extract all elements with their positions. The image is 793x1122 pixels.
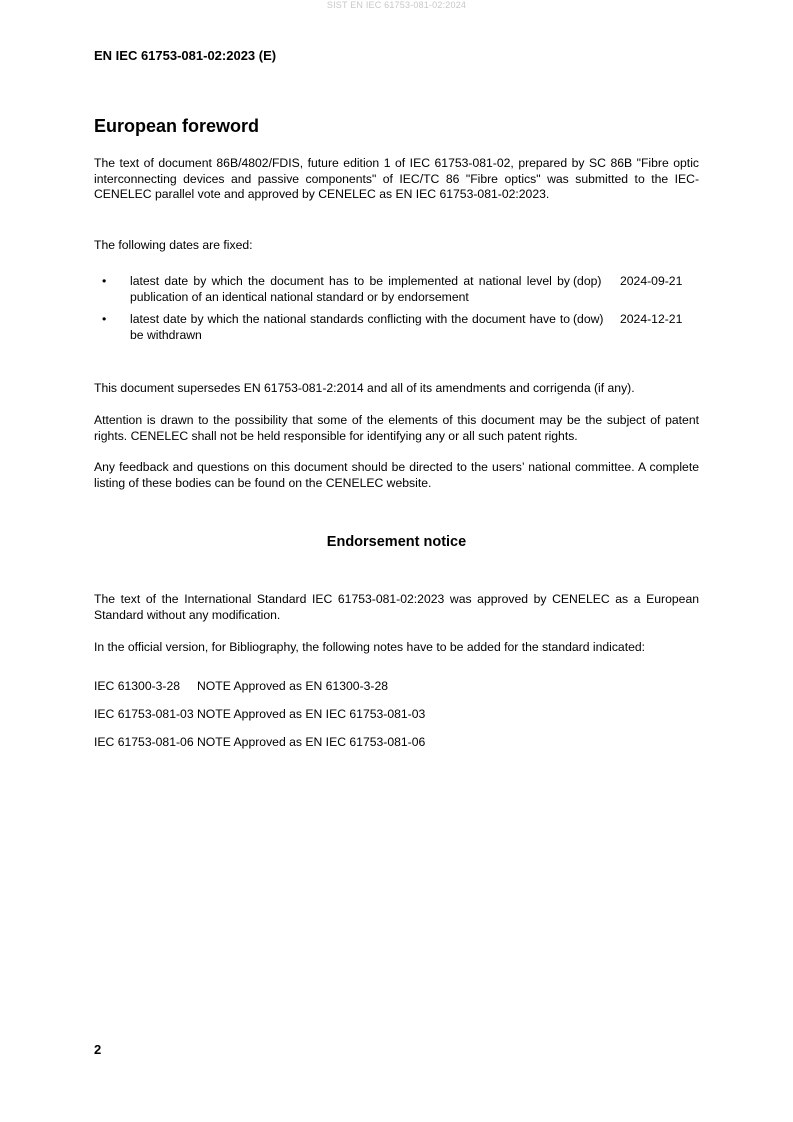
foreword-intro: The text of document 86B/4802/FDIS, future edition 1 of IEC 61753-081-02, prepared by SC 86B "Fibre optic interconnecting devices and passive components" of IEC/TC 86 "Fibre optics" was submitted to the IEC-CENELEC parallel vote and approved by CENELEC as EN IEC 61753-081-02:2023. — [94, 156, 699, 201]
supersedes-paragraph: This document supersedes EN 61753-081-2:2014 and all of its amendments and corrigenda (if any). — [94, 381, 635, 395]
date-item-code: (dop) — [573, 274, 602, 288]
bullet-icon: • — [102, 312, 107, 326]
document-id: EN IEC 61753-081-02:2023 (E) — [94, 48, 277, 63]
bullet-icon: • — [102, 274, 107, 288]
endorsement-title: Endorsement notice — [326, 534, 467, 550]
patent-paragraph: Attention is drawn to the possibility that some of the elements of this document may be the subject of patent rights. CENELEC shall not be held responsible for identifying any or all such patent rights. — [94, 413, 699, 443]
date-item-date: 2024-09-21 — [620, 274, 683, 288]
feedback-paragraph: Any feedback and questions on this document should be directed to the users’ national committee. A complete listing of these bodies can be found on the CENELEC website. — [94, 460, 699, 490]
date-item-text: latest date by which the national standards conflicting with the document have to be withdrawn — [130, 312, 570, 342]
date-item-code: (dow) — [573, 312, 604, 326]
endorsement-text: The text of the International Standard IEC 61753-081-02:2023 was approved by CENELEC as a European Standard without any modification. — [94, 592, 699, 622]
bibliography-note: IEC 61753-081-06 NOTE Approved as EN IEC 61753-081-06 — [94, 735, 426, 749]
page-number: 2 — [94, 1042, 102, 1057]
dates-intro: The following dates are fixed: — [94, 238, 253, 252]
bibliography-intro: In the official version, for Bibliography, the following notes have to be added for the standard indicated: — [94, 640, 646, 654]
foreword-title: European foreword — [94, 116, 260, 136]
bibliography-note: IEC 61753-081-03 NOTE Approved as EN IEC 61753-081-03 — [94, 707, 426, 721]
bibliography-note: IEC 61300-3-28 NOTE Approved as EN 61300-3-28 — [94, 679, 389, 693]
watermark: SIST EN IEC 61753-081-02:2024 — [326, 0, 467, 10]
date-item-date: 2024-12-21 — [620, 312, 683, 326]
date-item-text: latest date by which the document has to be implemented at national level by publication of an identical national standard or by endorsement — [130, 274, 570, 304]
